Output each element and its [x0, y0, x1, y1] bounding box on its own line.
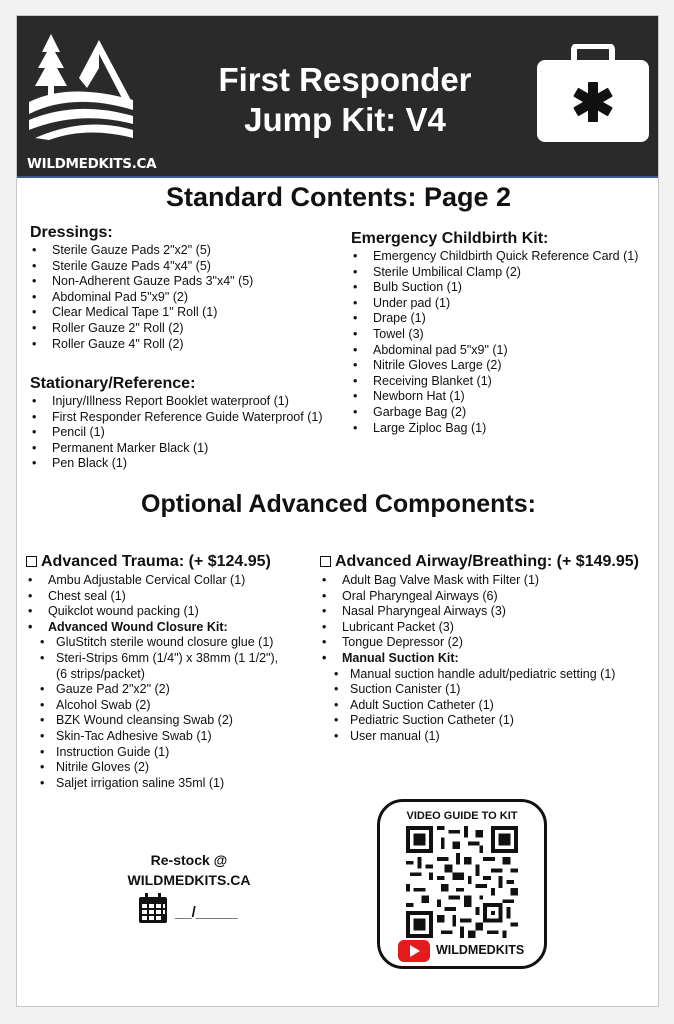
list-item: • Pediatric Suction Catheter (1) [320, 713, 656, 729]
list-item: • Newborn Hat (1) [351, 389, 656, 405]
list-item: • Roller Gauze 2" Roll (2) [30, 321, 350, 337]
first-aid-kit-icon [536, 44, 650, 144]
list-item: • Garbage Bag (2) [351, 405, 656, 421]
advanced-trauma-label: Advanced Trauma: (+ $124.95) [41, 553, 271, 570]
list-item: • Steri-Strips 6mm (1/4") x 38mm (1 1/2"), [26, 651, 326, 667]
list-item: • Adult Suction Catheter (1) [320, 698, 656, 714]
qr-caption: VIDEO GUIDE TO KIT [406, 810, 518, 822]
title-line-1: First Responder [218, 61, 472, 98]
advanced-trauma-section [26, 553, 326, 791]
list-item: • Receiving Blanket (1) [351, 374, 656, 390]
list-item: • Gauze Pad 2"x2" (2) [26, 682, 326, 698]
page-title [157, 60, 533, 140]
childbirth-list [351, 249, 656, 436]
list-item: • First Responder Reference Guide Waterproof (1) [30, 410, 350, 426]
advanced-airway-section [320, 553, 656, 745]
trauma-list [26, 573, 326, 635]
airway-checkbox[interactable] [320, 556, 331, 567]
restock-line-1: Re-stock @ [150, 852, 228, 868]
list-item-continuation: (6 strips/packet) [56, 666, 145, 681]
restock-date-field[interactable]: __/_____ [175, 904, 238, 921]
list-item: • Nasal Pharyngeal Airways (3) [320, 604, 656, 620]
mountain-tree-logo-icon [29, 30, 135, 142]
standard-contents-heading: Standard Contents: Page 2 [165, 182, 512, 212]
advanced-airway-heading [320, 553, 656, 571]
list-item: • Nitrile Gloves Large (2) [351, 358, 656, 374]
trauma-checkbox[interactable] [26, 556, 37, 567]
childbirth-section [351, 230, 656, 436]
list-item: • Roller Gauze 4" Roll (2) [30, 337, 350, 353]
wildmedkits-logo [27, 30, 157, 172]
list-item: • Injury/Illness Report Booklet waterproof (1) [30, 394, 350, 410]
wound-closure-kit-heading: • Advanced Wound Closure Kit: [26, 620, 326, 636]
list-item: • Nitrile Gloves (2) [26, 760, 326, 776]
advanced-trauma-heading [26, 553, 326, 571]
list-item: • Quikclot wound packing (1) [26, 604, 326, 620]
list-item: • Large Ziploc Bag (1) [351, 421, 656, 437]
list-item: • Clear Medical Tape 1" Roll (1) [30, 305, 350, 321]
childbirth-heading: Emergency Childbirth Kit: [351, 230, 549, 247]
list-item: • Manual suction handle adult/pediatric setting (1) [320, 667, 656, 683]
list-item: • GluStitch sterile wound closure glue (1) [26, 635, 326, 651]
airway-list [320, 573, 656, 667]
stationary-list [30, 394, 350, 472]
list-item: • Instruction Guide (1) [26, 745, 326, 761]
list-item: • Alcohol Swab (2) [26, 698, 326, 714]
youtube-icon [398, 940, 430, 962]
list-item: • Drape (1) [351, 311, 656, 327]
list-item: • Suction Canister (1) [320, 682, 656, 698]
list-item: • Pencil (1) [30, 425, 350, 441]
list-item: • Sterile Umbilical Clamp (2) [351, 265, 656, 281]
youtube-channel-label: WILDMEDKITS [436, 943, 525, 957]
dressings-heading: Dressings: [30, 224, 113, 241]
header-banner [17, 16, 659, 178]
restock-url: WILDMEDKITS.CA [127, 872, 251, 888]
list-item: • Pen Black (1) [30, 456, 350, 472]
list-item: • Non-Adherent Gauze Pads 3"x4" (5) [30, 274, 350, 290]
list-item: • Under pad (1) [351, 296, 656, 312]
stationary-section [30, 375, 350, 472]
logo-text: WILDMEDKITS.CA [27, 156, 157, 172]
restock-note [107, 850, 271, 890]
wound-closure-list [26, 635, 326, 791]
optional-components-heading: Optional Advanced Components: [141, 490, 536, 518]
list-item: • Sterile Gauze Pads 4"x4" (5) [30, 259, 350, 275]
list-item: • Emergency Childbirth Quick Reference Card (1) [351, 249, 656, 265]
list-item: • BZK Wound cleansing Swab (2) [26, 713, 326, 729]
advanced-airway-label: Advanced Airway/Breathing: (+ $149.95) [335, 553, 639, 570]
stationary-heading: Stationary/Reference: [30, 375, 196, 392]
list-item: • Oral Pharyngeal Airways (6) [320, 589, 656, 605]
list-item: • Skin-Tac Adhesive Swab (1) [26, 729, 326, 745]
list-item: • Abdominal pad 5"x9" (1) [351, 343, 656, 359]
dressings-section [30, 224, 350, 352]
list-item: • Saljet irrigation saline 35ml (1) [26, 776, 326, 792]
manual-suction-kit-heading: • Manual Suction Kit: [320, 651, 656, 667]
list-item: • Adult Bag Valve Mask with Filter (1) [320, 573, 656, 589]
qr-code-icon[interactable] [406, 826, 518, 938]
info-sheet [16, 15, 659, 1007]
qr-code-card[interactable] [377, 799, 547, 969]
list-item: • Chest seal (1) [26, 589, 326, 605]
list-item: • Ambu Adjustable Cervical Collar (1) [26, 573, 326, 589]
list-item: • Tongue Depressor (2) [320, 635, 656, 651]
dressings-list [30, 243, 350, 352]
list-item: • Abdominal Pad 5"x9" (2) [30, 290, 350, 306]
calendar-icon [137, 892, 169, 924]
list-item: • Bulb Suction (1) [351, 280, 656, 296]
list-item: • User manual (1) [320, 729, 656, 745]
list-item: • Permanent Marker Black (1) [30, 441, 350, 457]
title-line-2: Jump Kit: V4 [244, 101, 446, 138]
suction-kit-list [320, 667, 656, 745]
list-item: • Lubricant Packet (3) [320, 620, 656, 636]
list-item: • Sterile Gauze Pads 2"x2" (5) [30, 243, 350, 259]
list-item: • Towel (3) [351, 327, 656, 343]
